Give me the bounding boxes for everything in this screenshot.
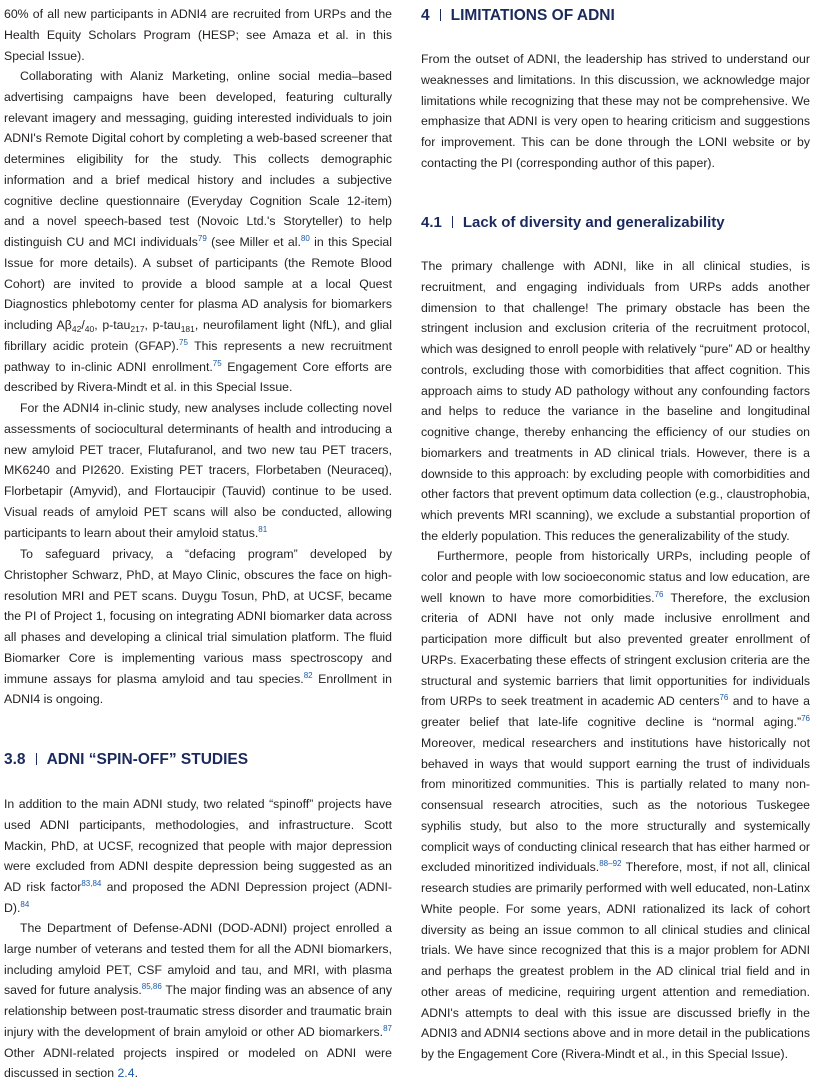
paragraph-recruitment-continued bbox=[4, 4, 392, 66]
section-heading-4 bbox=[421, 6, 615, 26]
heading-separator bbox=[36, 753, 37, 765]
text-run: (see Miller et al. bbox=[206, 235, 301, 249]
text-run: Other ADNI-related projects inspired or modeled on ADNI were discussed in section bbox=[4, 1045, 392, 1081]
citation-link[interactable]: 76 bbox=[801, 714, 810, 723]
text-run: Enrollment in ADNI4 is ongoing. bbox=[4, 671, 392, 707]
citation-link[interactable]: 80 bbox=[300, 234, 310, 243]
paragraph-adni4-in-clinic bbox=[4, 398, 392, 543]
text-run: The major finding was an absence of any relationship between post-traumatic stress disorder and traumatic brain injury with the development of brain amyloid or other AD biomarkers. bbox=[4, 983, 393, 1039]
section-title: LIMITATIONS OF ADNI bbox=[450, 7, 615, 24]
subscript: 181 bbox=[180, 324, 195, 334]
section-title: Lack of diversity and generalizability bbox=[462, 214, 725, 231]
text-run: and to have a greater belief that late-life cognitive decline is “normal aging.” bbox=[421, 694, 810, 729]
text-run: , p-tau bbox=[144, 318, 181, 332]
text-run: To safeguard privacy, a “defacing program” developed by Christopher Schwarz, PhD, at Mayo Clinic, obscures the face on high-resolution MRI and PET scans. Duygu Tosun, PhD, at UCSF, became the PI of Project 1, focusing on integrating ADNI biomarker data across all phases and developing a clinical trial simulation platform. The fluid Biomarker Core is implementing various mass spectroscopy and immune assays for plasma amyloid and tau species. bbox=[4, 547, 392, 686]
citation-link[interactable]: 75 bbox=[212, 358, 222, 368]
paragraph-dod-adni bbox=[4, 918, 392, 1084]
section-link[interactable]: 2.4 bbox=[117, 1066, 135, 1081]
paragraph-spinoff bbox=[4, 794, 392, 919]
text-run: / bbox=[81, 318, 85, 332]
section-heading-3-8 bbox=[4, 750, 248, 770]
text-run: Moreover, medical researchers and institutions have historically not behaved in ways that would support earning the trust of individuals from minoritized communities. This is partially related to many non-consensual research atrocities, such as the notorious Tuskegee syphilis study, but also to the more structurally and systemically complicit ways of conducting clinical research that has either harmed or excluded minoritized individuals. bbox=[421, 735, 810, 875]
text-run: In addition to the main ADNI study, two related “spinoff” projects have used ADNI participants, methodologies, and infrastructure. Scott Mackin, PhD, at UCSF, recognized that people with major depression were excluded from ADNI despite depression being suggested as an AD risk factor bbox=[4, 797, 392, 894]
heading-separator bbox=[452, 216, 453, 228]
citation-link[interactable]: 84 bbox=[20, 899, 30, 909]
text-run: This represents a new recruitment pathway to in-clinic ADNI enrollment. bbox=[4, 338, 393, 374]
text-run: Furthermore, people from historically URPs, including people of color and people with low socioeconomic status and low education, are well known to have more comorbidities. bbox=[421, 549, 810, 605]
citation-link[interactable]: 76 bbox=[654, 589, 664, 599]
section-number: 4 bbox=[421, 7, 430, 24]
text-run: , p-tau bbox=[94, 318, 131, 332]
citation-link[interactable]: 75 bbox=[179, 337, 188, 347]
citation-link[interactable]: 88–92 bbox=[599, 859, 622, 869]
text-run: , neurofilament light (NfL), and glial fibrillary acidic protein (GFAP). bbox=[4, 318, 392, 353]
paragraph-privacy bbox=[4, 544, 392, 710]
subscript: 40 bbox=[84, 324, 95, 334]
citation-link[interactable]: 76 bbox=[719, 693, 729, 703]
heading-separator bbox=[440, 9, 441, 21]
text-run: . bbox=[134, 1066, 138, 1081]
subscript: 217 bbox=[130, 324, 145, 334]
citation-link[interactable]: 82 bbox=[303, 670, 313, 680]
paragraph-urps-comorbidities bbox=[421, 546, 810, 1065]
section-title: ADNI “SPIN-OFF” STUDIES bbox=[46, 751, 249, 768]
paragraph-diversity-challenge: The primary challenge with ADNI, like in all clinical studies, is recruitment, and engaging individuals from URPs adds another dimension to that challenge! The primary obstacle has been the stringent inclusion and exclusion criteria of the recruitment protocol, which was designed to enroll people with relatively “pure” AD or healthy controls, excluding those with comorbidities that affect cognition. This approach aims to study AD pathology without any confounding factors and helps to reduce the variance in the baseline and longitudinal cognitive change, thereby enhancing the efficiency of our studies on biomarkers and treatments in AD clinical trials. However, there is a downside to this approach: by excluding people with comorbidities and other factors that prevent optimum data collection (e.g., claustrophobia, which prevents MRI scanning), we exclude a substantial proportion of the elderly population. This reduces the generalizability of the study. bbox=[421, 259, 810, 543]
citation-link[interactable]: 81 bbox=[258, 524, 268, 534]
section-number: 4.1 bbox=[421, 214, 442, 231]
citation-link[interactable]: 83,84 bbox=[81, 879, 102, 888]
text-run: in this Special Issue for more details). A subset of participants (the Remote Blood Cohort) are invited to provide a blood sample at a local Quest Diagnostics phlebotomy center for plasma AD analysis for biomarkers including Aβ bbox=[4, 235, 392, 332]
text-run: Engagement Core efforts are described by Rivera-Mindt et al. in this Special Issue. bbox=[4, 359, 392, 395]
text-run: Therefore, most, if not all, clinical research studies are primarily performed with well educated, non-Latinx White people. For some years, ADNI rationalized its lack of cohort diversity as being an issue common to all clinical studies and clinical trials. We have since recognized that this is a major problem for ADNI and perhaps the greatest problem in the AD clinical trial field and in other areas of medicine, requiring urgent attention and remediation. ADNI's attempts to deal with this issue are discussed briefly in the ADNI3 and ADNI4 sections above and in more detail in the publications by the Engagement Core (Rivera-Mindt et al., in this Special Issue). bbox=[421, 860, 810, 1061]
citation-link[interactable]: 85,86 bbox=[141, 982, 162, 992]
section-number: 3.8 bbox=[4, 751, 26, 768]
citation-link[interactable]: 79 bbox=[197, 234, 207, 243]
text-run: and proposed the ADNI Depression project (ADNI-D). bbox=[4, 880, 393, 915]
text-run: For the ADNI4 in-clinic study, new analyses include collecting novel assessments of sociocultural determinants of health and introducing a new amyloid PET tracer, Flutafuranol, and two new tau PET tracers, MK6240 and PI2620. Existing PET tracers, Florbetaben (Neuraceq), Florbetapir (Amyvid), and Flortaucipir (Tauvid) continue to be used. Visual reads of amyloid PET scans will also be conducted, allowing participants to learn about their amyloid status. bbox=[4, 401, 392, 540]
paragraph-limitations: From the outset of ADNI, the leadership has strived to understand our weaknesses and limitations. In this discussion, we acknowledge major limitations while recognizing that these may not be comprehensive. We emphasize that ADNI is very open to hearing criticism and suggestions for improvement. This can be done through the LONI website or by contacting the PI (corresponding author of this paper). bbox=[421, 52, 810, 170]
subscript: 42 bbox=[71, 324, 82, 334]
text-run: 60% of all new participants in ADNI4 are recruited from URPs and the Health Equity Scholars Program (HESP; see Amaza et al. in this Special Issue). bbox=[4, 7, 392, 63]
paragraph-social-media bbox=[4, 66, 392, 398]
section-heading-4-1 bbox=[421, 213, 725, 233]
text-run: The Department of Defense-ADNI (DOD-ADNI) project enrolled a large number of veterans and tested them for all the ADNI biomarkers, including amyloid PET, CSF amyloid and tau, and MRI, with plasma saved for future analysis. bbox=[4, 921, 392, 998]
citation-link[interactable]: 87 bbox=[383, 1023, 392, 1033]
text-run: Therefore, the exclusion criteria of ADNI have not only made inclusive enrollment and participation more difficult but also prevented greater enrollment of URPs. Exacerbating these effects of stringent exclusion criteria are the structural and systemic barriers that limit opportunities for individuals from URPs to seek treatment in academic AD centers bbox=[421, 590, 811, 709]
text-run: Collaborating with Alaniz Marketing, online social media–based advertising campaigns have been developed, featuring culturally relevant imagery and messaging, guiding interested individuals to join ADNI's Remote Digital cohort by completing a web-based screener that determines eligibility for the study. This collects demographic information and a brief medical history and includes a subjective cognitive decline questionnaire (Everyday Cognition Scale 12-item) and a novel speech-based test (Novoic Ltd.'s Storyteller) to help distinguish CU and MCI individuals bbox=[4, 69, 392, 249]
